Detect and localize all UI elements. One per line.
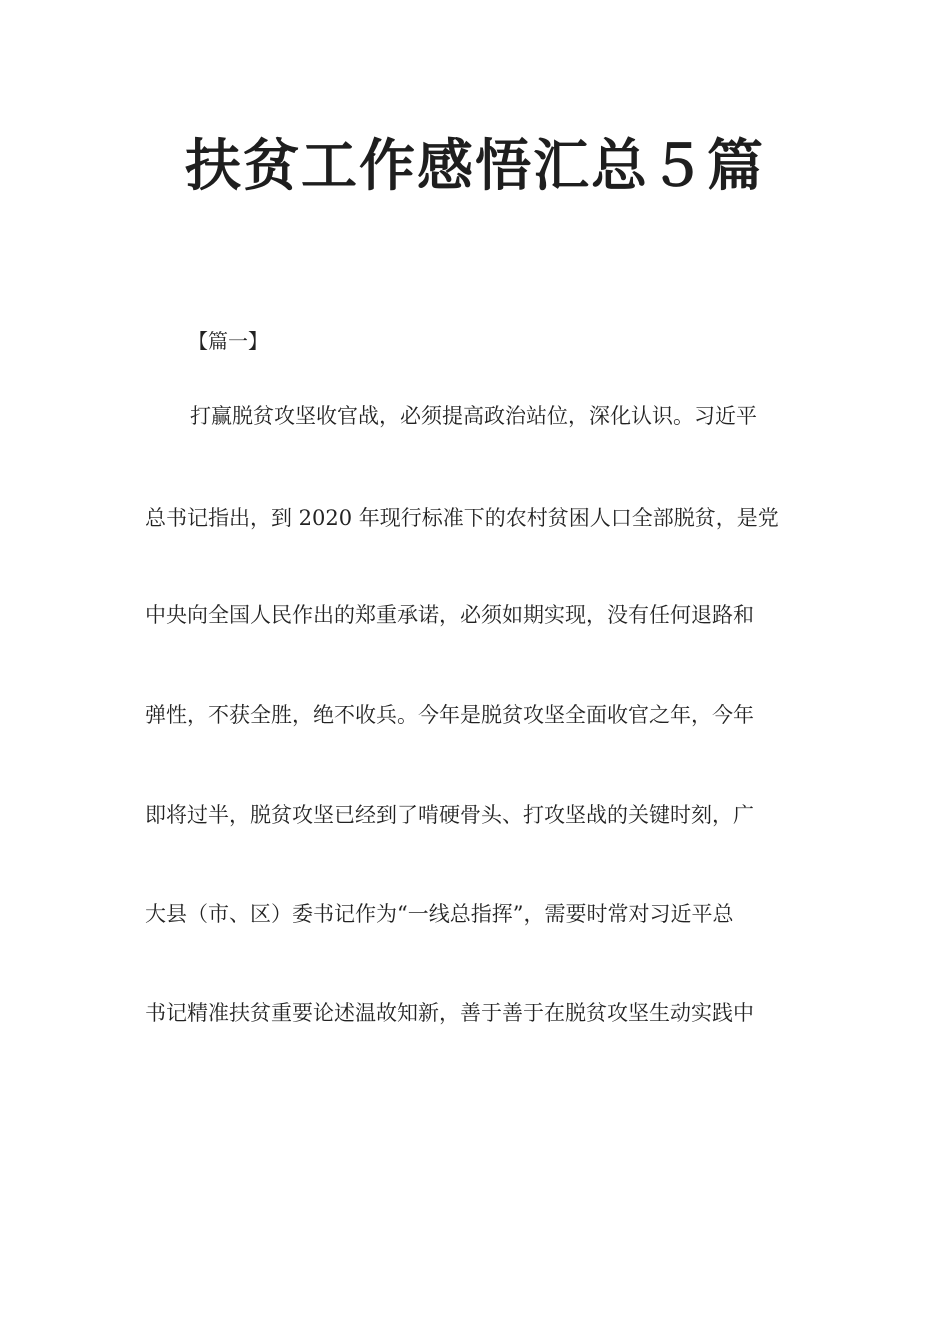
paragraph-line-6: 大县（市、区）委书记作为“一线总指挥”，需要时常对习近平总 (145, 902, 734, 926)
paragraph-line-3: 中央向全国人民作出的郑重承诺，必须如期实现，没有任何退路和 (145, 603, 754, 627)
document-title: 扶贫工作感悟汇总５篇 (185, 133, 765, 199)
paragraph-line-4: 弹性，不获全胜，绝不收兵。今年是脱贫攻坚全面收官之年，今年 (145, 703, 754, 727)
paragraph-line-2: 总书记指出，到 2020 年现行标准下的农村贫困人口全部脱贫，是党 (145, 506, 779, 530)
paragraph-line-5: 即将过半，脱贫攻坚已经到了啃硬骨头、打攻坚战的关键时刻，广 (145, 803, 754, 827)
paragraph-line-1: 打赢脱贫攻坚收官战，必须提高政治站位，深化认识。习近平 (190, 404, 757, 428)
paragraph-line-7: 书记精准扶贫重要论述温故知新，善于善于在脱贫攻坚生动实践中 (145, 1001, 754, 1025)
section-label: 【篇一】 (188, 329, 268, 353)
